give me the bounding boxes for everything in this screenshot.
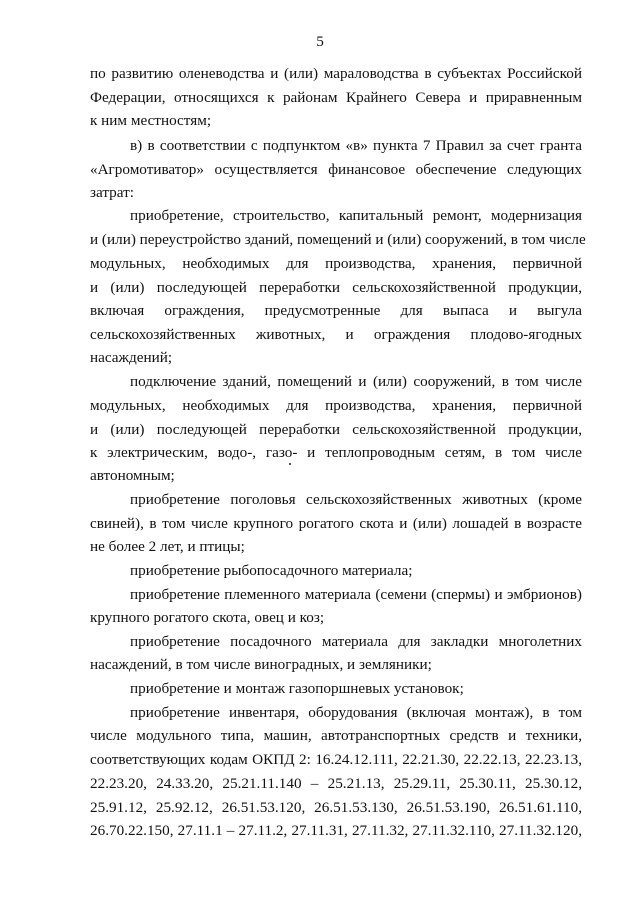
- text-line: соответствующих кодам ОКПД 2: 16.24.12.111, 22.21.30, 22.22.13, 22.23.13,: [90, 751, 582, 768]
- text-line: приобретение инвентаря, оборудования (включая монтаж), в том: [130, 704, 582, 721]
- text-line: сельскохозяйственных животных, и ограждения плодово-ягодных: [90, 326, 582, 343]
- text-line: Федерации, относящихся к районам Крайнего Севера и приравненным: [90, 89, 582, 106]
- text-line: затрат:: [90, 184, 134, 201]
- text-line: 22.23.20, 24.33.20, 25.21.11.140 – 25.21.13, 25.29.11, 25.30.11, 25.30.12,: [90, 775, 582, 792]
- text-line: насаждений, в том числе виноградных, и земляники;: [90, 656, 432, 673]
- text-line: модульных, необходимых для производства, хранения, первичной: [90, 397, 582, 414]
- text-line: по развитию оленеводства и (или) мараловодства в субъектах Российской: [90, 65, 582, 82]
- text-line: 26.70.22.150, 27.11.1 – 27.11.2, 27.11.31, 27.11.32, 27.11.32.110, 27.11.32.120,: [90, 822, 582, 839]
- text-line: включая ограждения, предусмотренные для выпаса и выгула: [90, 302, 582, 319]
- text-line: в) в соответствии с подпунктом «в» пункта 7 Правил за счет гранта: [130, 137, 582, 154]
- text-line: и (или) переустройство зданий, помещений и (или) сооружений, в том числе: [90, 231, 586, 248]
- text-line: свиней), в том числе крупного рогатого скота и (или) лошадей в возрасте: [90, 515, 582, 532]
- text-line: 25.91.12, 25.92.12, 26.51.53.120, 26.51.53.130, 26.51.53.190, 26.51.61.110,: [90, 799, 582, 816]
- page-number: 5: [316, 33, 324, 50]
- text-line: числе модульного типа, машин, автотранспортных средств и техники,: [90, 727, 582, 744]
- text-line: приобретение, строительство, капитальный ремонт, модернизация: [130, 207, 582, 224]
- text-line: к электрическим, водо-, газо- и теплопроводным сетям, в том числе: [90, 444, 582, 461]
- text-line: приобретение рыбопосадочного материала;: [130, 562, 413, 579]
- text-line: не более 2 лет, и птицы;: [90, 538, 245, 555]
- stray-mark: [289, 463, 291, 465]
- text-line: к ним местностям;: [90, 112, 212, 129]
- text-line: приобретение и монтаж газопоршневых установок;: [130, 680, 464, 697]
- text-line: модульных, необходимых для производства, хранения, первичной: [90, 255, 582, 272]
- text-line: приобретение посадочного материала для закладки многолетних: [130, 633, 582, 650]
- text-line: автономным;: [90, 467, 175, 484]
- text-line: крупного рогатого скота, овец и коз;: [90, 609, 325, 626]
- text-line: и (или) последующей переработки сельскохозяйственной продукции,: [90, 421, 582, 438]
- text-line: насаждений;: [90, 349, 173, 366]
- text-line: приобретение племенного материала (семени (спермы) и эмбрионов): [130, 586, 582, 603]
- text-line: приобретение поголовья сельскохозяйственных животных (кроме: [130, 491, 582, 508]
- text-line: «Агромотиватор» осуществляется финансовое обеспечение следующих: [90, 161, 582, 178]
- text-line: и (или) последующей переработки сельскохозяйственной продукции,: [90, 279, 582, 296]
- text-line: подключение зданий, помещений и (или) сооружений, в том числе: [130, 373, 582, 390]
